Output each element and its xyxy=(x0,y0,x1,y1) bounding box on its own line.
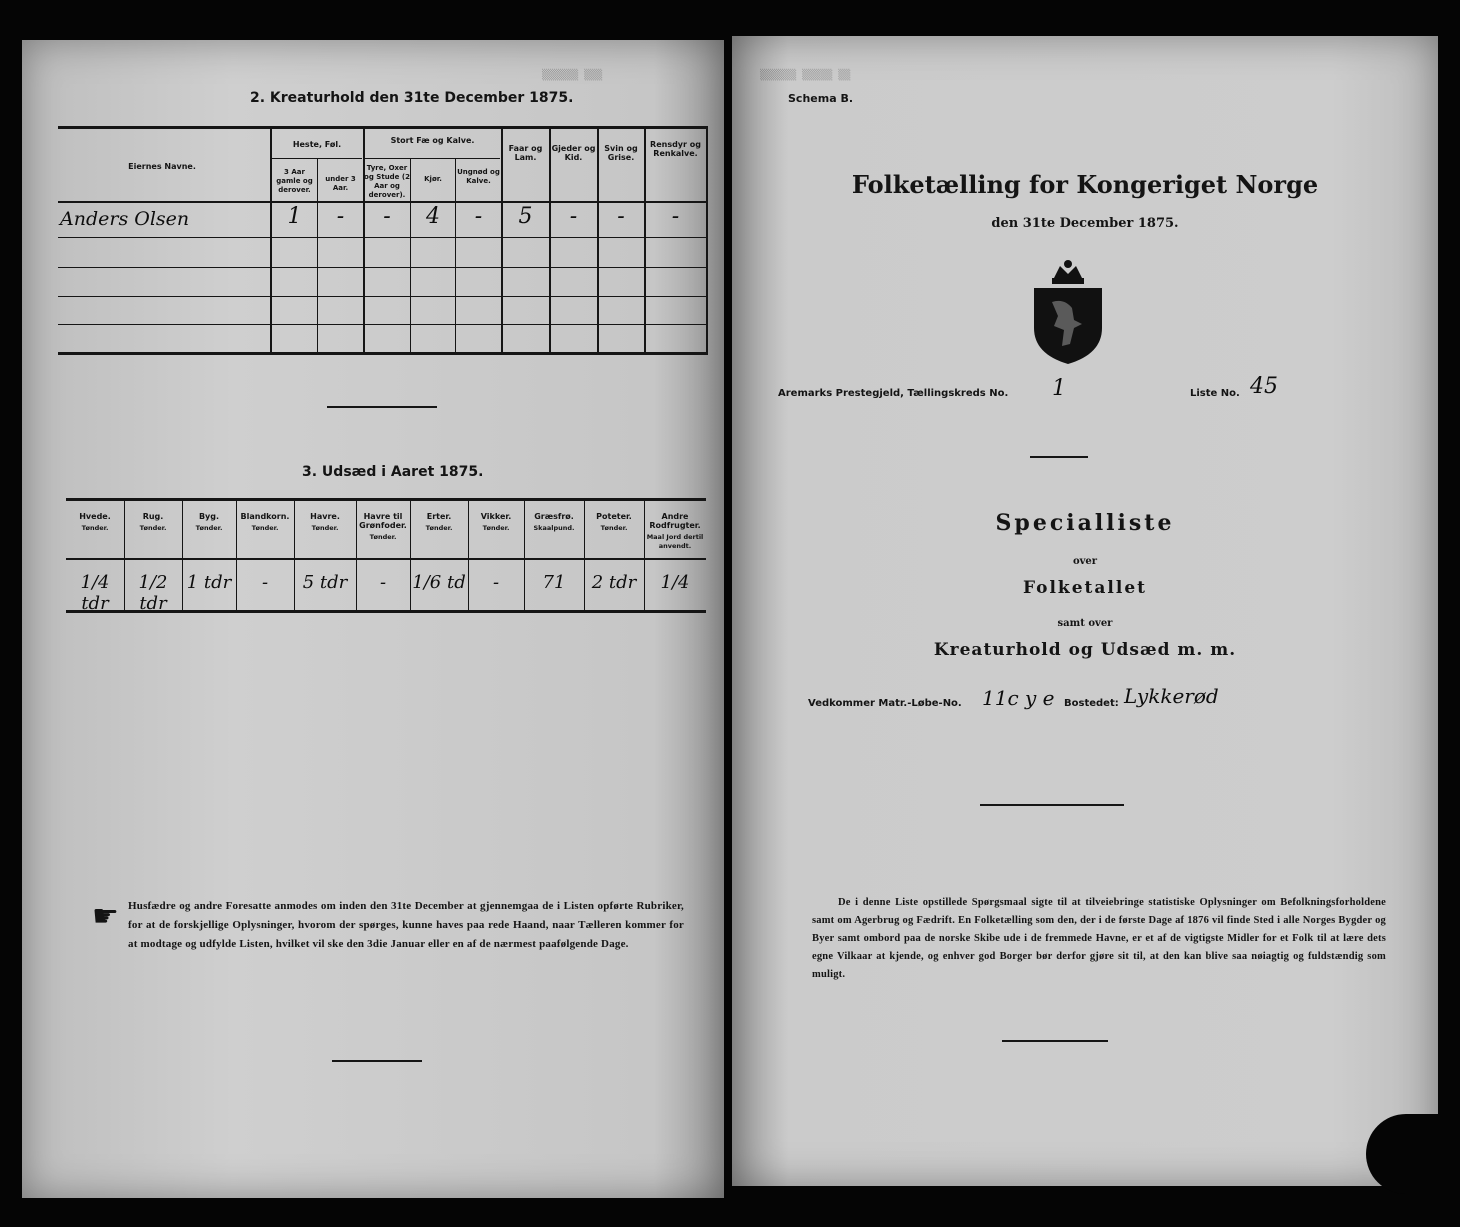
udsaed-header xyxy=(294,512,356,533)
udsaed-header-unit: Tønder. xyxy=(81,524,109,532)
udsaed-header-name: Hvede. xyxy=(79,512,111,521)
col-header-gjeder: Gjeder og Kid. xyxy=(551,144,596,162)
pointing-hand-icon: ☛ xyxy=(92,899,119,934)
udsaed-value: 1/2 tdr xyxy=(138,572,168,614)
udsaed-header-name: Erter. xyxy=(426,512,452,521)
udsaed-value: 71 xyxy=(542,572,566,593)
udsaed-column-rule xyxy=(644,498,645,612)
udsaed-header xyxy=(524,512,584,533)
col-header-rensdyr: Rensdyr og Renkalve. xyxy=(650,140,701,158)
col-header-name: Eiernes Navne. xyxy=(128,162,196,171)
divider xyxy=(327,406,437,408)
clip-shadow xyxy=(1366,1114,1460,1194)
udsaed-header-name: Havre til Grønfoder. xyxy=(359,512,407,530)
kreds-number: 1 xyxy=(1052,376,1066,401)
udsaed-header xyxy=(236,512,294,533)
col-header-horses: Heste, Føl. xyxy=(292,140,342,149)
udsaed-header xyxy=(468,512,524,533)
subheader-kjor: Kjør. xyxy=(424,175,442,183)
gjeder-value: - xyxy=(569,204,578,229)
kreaturhold-heading: Kreaturhold og Udsæd m. m. xyxy=(933,640,1237,660)
udsaed-header-name: Havre. xyxy=(310,512,340,521)
svin-value: - xyxy=(617,204,625,229)
table-row-rule xyxy=(58,237,708,238)
samt-over-label: samt over xyxy=(1057,618,1113,629)
left-page xyxy=(22,40,724,1198)
table-bottom-rule xyxy=(58,352,708,355)
udsaed-header-unit: Tønder. xyxy=(195,524,223,532)
table-header-rule xyxy=(58,201,708,203)
udsaed-header-unit: Tønder. xyxy=(139,524,167,532)
subheader-3aar: 3 Aar gamle og derover. xyxy=(276,168,313,194)
schema-label: Schema B. xyxy=(788,92,854,105)
udsaed-column-rule xyxy=(182,498,183,612)
udsaed-header-unit: Tønder. xyxy=(482,524,510,532)
parish-label: Aremarks Prestegjeld, Tællingskreds No. xyxy=(778,388,1009,399)
matr-label: Vedkommer Matr.-Løbe-No. xyxy=(808,698,962,709)
udsaed-header-unit: Tønder. xyxy=(425,524,453,532)
udsaed-column-rule xyxy=(356,498,357,612)
udsaed-header-unit: Tønder. xyxy=(369,533,397,541)
udsaed-value: 1 tdr xyxy=(186,572,232,593)
divider xyxy=(1030,456,1088,458)
date-subtitle: den 31te December 1875. xyxy=(991,216,1179,231)
udsaed-column-rule xyxy=(410,498,411,612)
tyre-value: - xyxy=(383,204,391,229)
divider xyxy=(332,1060,422,1062)
udsaed-value: 1/6 td xyxy=(412,572,466,593)
udsaed-value: 2 tdr xyxy=(591,572,637,593)
section2-title: 2. Kreaturhold den 31te December 1875. xyxy=(250,90,574,106)
udsaed-header xyxy=(124,512,182,533)
right-page xyxy=(732,36,1438,1186)
table3-header-rule xyxy=(66,558,706,560)
udsaed-value: - xyxy=(492,572,500,593)
subheader-ungnod: Ungnød og Kalve. xyxy=(457,168,500,185)
col-header-faar: Faar og Lam. xyxy=(508,144,543,162)
bosted-value: Lykkerød xyxy=(1124,684,1219,708)
main-title: Folketælling for Kongeriget Norge xyxy=(851,170,1319,199)
horses-under3-value: - xyxy=(336,204,345,229)
bosted-label: Bostedet: xyxy=(1064,698,1119,709)
udsaed-column-rule xyxy=(524,498,525,612)
subheader-under3: under 3 Aar. xyxy=(325,175,356,192)
table3-top-rule xyxy=(66,498,706,501)
udsaed-header-name: Byg. xyxy=(198,512,220,521)
horses-3aar-value: 1 xyxy=(287,204,302,229)
coat-of-arms-icon xyxy=(1024,258,1112,368)
table-top-rule xyxy=(58,126,708,129)
udsaed-header-unit: Tønder. xyxy=(600,524,628,532)
udsaed-header-name: Rug. xyxy=(142,512,164,521)
rensdyr-value: - xyxy=(671,204,680,229)
notice-text: Husfædre og andre Foresatte anmodes om inden den 31te December at gjennemgaa de i Listen opførte Rubriker, for at de forskjellige Oplysninger, hvorom der spørges, kunne haves paa rede Haand, naar Tælleren kommer for at modtage og udfylde Listen, hvilket vil ske den 3die Januar eller en af de nærmest paafølgende Dage. xyxy=(128,900,684,950)
bleed-through-text: ▒▒▒▒▒▒ ▒▒▒ xyxy=(542,70,603,81)
specialliste-heading: Specialliste xyxy=(995,510,1175,536)
udsaed-value: 5 tdr xyxy=(302,572,348,593)
udsaed-column-rule xyxy=(468,498,469,612)
udsaed-header-unit: Tønder. xyxy=(251,524,279,532)
udsaed-header xyxy=(584,512,644,533)
udsaed-header-unit: Tønder. xyxy=(311,524,339,532)
col-header-svin: Svin og Grise. xyxy=(604,144,638,162)
divider xyxy=(1002,1040,1108,1042)
udsaed-value: - xyxy=(261,572,269,593)
udsaed-header-name: Vikker. xyxy=(480,512,512,521)
subheader-tyre: Tyre, Oxer og Stude (2 Aar og derover). xyxy=(364,164,410,199)
col-header-cattle: Stort Fæ og Kalve. xyxy=(390,136,475,145)
udsaed-header-unit: Skaalpund. xyxy=(533,524,575,532)
faar-value: 5 xyxy=(518,204,533,229)
udsaed-header xyxy=(644,512,706,551)
liste-label: Liste No. xyxy=(1190,388,1240,399)
table-row-rule xyxy=(58,324,708,325)
subheader-rule xyxy=(365,158,500,159)
kjor-value: 4 xyxy=(426,204,440,229)
udsaed-header-name: Græsfrø. xyxy=(534,512,574,521)
matr-value: 11c y e xyxy=(982,686,1055,710)
ungnod-value: - xyxy=(474,204,483,229)
liste-number: 45 xyxy=(1250,374,1278,399)
table-row-rule xyxy=(58,267,708,268)
udsaed-column-rule xyxy=(294,498,295,612)
udsaed-header-unit: Maal Jord dertil anvendt. xyxy=(646,533,704,550)
bleed-through-text: ▒▒▒▒▒▒ ▒▒▒▒▒ ▒▒ xyxy=(760,70,851,81)
udsaed-value: - xyxy=(379,572,387,593)
udsaed-column-rule xyxy=(584,498,585,612)
divider xyxy=(980,804,1124,806)
folketallet-heading: Folketallet xyxy=(1023,578,1147,598)
udsaed-header xyxy=(182,512,236,533)
udsaed-header-name: Poteter. xyxy=(596,512,632,521)
udsaed-header xyxy=(66,512,124,533)
udsaed-value: 1/4 xyxy=(660,572,690,593)
footer-paragraph: De i denne Liste opstillede Spørgsmaal sigte til at tilveiebringe statistiske Oplysninger om Befolkningsforholdene samt om Agerbrug og Fædrift. En Folketælling som den, der i de første Dage af 1876 vil finde Sted i alle Norges Bygder og Byer samt ombord paa de norske Skibe ude i de fremmede Havne, er et af de vigtigste Midler for et Folk til at lære dets egne Vilkaar at kjende, og enhver god Borger bør derfor gjøre sit til, at den kan blive saa nøiagtig og fuldstændig som muligt. xyxy=(812,897,1386,980)
udsaed-header xyxy=(356,512,410,542)
over-label: over xyxy=(1072,556,1098,567)
udsaed-column-rule xyxy=(236,498,237,612)
udsaed-value: 1/4 tdr xyxy=(80,572,110,614)
udsaed-header-name: Blandkorn. xyxy=(240,512,290,521)
section3-title: 3. Udsæd i Aaret 1875. xyxy=(302,464,484,480)
table-row-rule xyxy=(58,296,708,297)
udsaed-header-name: Andre Rodfrugter. xyxy=(649,512,701,530)
udsaed-header xyxy=(410,512,468,533)
owner-name: Anders Olsen xyxy=(60,208,190,230)
udsaed-column-rule xyxy=(124,498,125,612)
